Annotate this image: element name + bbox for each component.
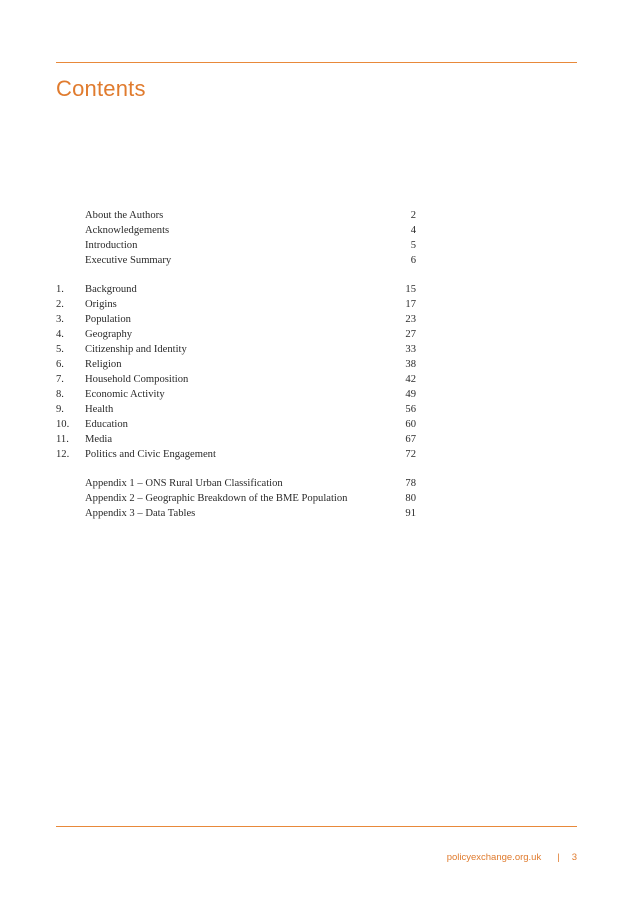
toc-entry-number: 11. — [56, 434, 69, 445]
toc-group — [56, 208, 416, 268]
toc-entry-number: 7. — [56, 374, 64, 385]
toc-entry-label: Origins — [85, 299, 117, 310]
toc-entry-number: 3. — [56, 314, 64, 325]
footer — [447, 852, 577, 863]
toc-entry-page: 23 — [405, 314, 416, 325]
table-of-contents — [56, 208, 416, 535]
toc-entry-page: 2 — [410, 210, 416, 221]
toc-entry-page: 42 — [405, 374, 416, 385]
toc-entry-page: 38 — [405, 359, 416, 370]
toc-entry-page: 49 — [405, 389, 416, 400]
toc-group — [56, 282, 416, 462]
toc-entry-number: 1. — [56, 284, 64, 295]
toc-entry-label: Executive Summary — [85, 255, 172, 266]
toc-entry[interactable] — [56, 432, 416, 447]
toc-entry[interactable] — [56, 208, 416, 223]
toc-entry[interactable] — [56, 447, 416, 462]
toc-entry-number: 8. — [56, 389, 64, 400]
toc-entry-label: About the Authors — [85, 210, 164, 221]
toc-entry-page: 27 — [405, 329, 416, 340]
toc-entry[interactable] — [56, 357, 416, 372]
toc-entry[interactable] — [56, 402, 416, 417]
top-rule — [56, 62, 577, 63]
toc-entry[interactable] — [56, 417, 416, 432]
toc-entry-page: 72 — [405, 449, 416, 460]
toc-entry-label: Media — [85, 434, 113, 445]
footer-separator: | — [557, 852, 560, 863]
toc-entry[interactable] — [56, 476, 416, 491]
toc-entry-number: 2. — [56, 299, 64, 310]
toc-entry-number: 5. — [56, 344, 64, 355]
toc-entry[interactable] — [56, 342, 416, 357]
toc-entry-label: Acknowledgements — [85, 225, 170, 236]
toc-entry-label: Education — [85, 419, 128, 430]
toc-entry-label: Introduction — [85, 240, 138, 251]
toc-entry[interactable] — [56, 223, 416, 238]
toc-entry-label: Economic Activity — [85, 389, 165, 400]
toc-entry-page: 15 — [405, 284, 416, 295]
page-title: Contents — [56, 76, 146, 101]
toc-entry-number: 6. — [56, 359, 64, 370]
toc-entry-label: Religion — [85, 359, 122, 370]
toc-entry-page: 5 — [410, 240, 416, 251]
toc-entry[interactable] — [56, 387, 416, 402]
toc-entry[interactable] — [56, 297, 416, 312]
toc-entry[interactable] — [56, 282, 416, 297]
toc-entry-label: Geography — [85, 329, 133, 340]
toc-entry-label: Health — [85, 404, 114, 415]
toc-entry-page: 78 — [405, 478, 416, 489]
toc-entry-page: 4 — [410, 225, 416, 236]
toc-entry-number: 4. — [56, 329, 64, 340]
toc-entry-page: 60 — [405, 419, 416, 430]
toc-entry-page: 33 — [405, 344, 416, 355]
toc-entry-page: 17 — [405, 299, 416, 310]
toc-entry-label: Appendix 3 – Data Tables — [85, 508, 196, 519]
toc-entry[interactable] — [56, 372, 416, 387]
toc-entry[interactable] — [56, 312, 416, 327]
toc-entry-number: 10. — [56, 419, 70, 430]
toc-entry[interactable] — [56, 253, 416, 268]
bottom-rule — [56, 826, 577, 827]
toc-entry-number: 12. — [56, 449, 70, 460]
toc-entry-number: 9. — [56, 404, 64, 415]
footer-site: policyexchange.org.uk — [446, 852, 542, 863]
toc-entry-page: 6 — [410, 255, 416, 266]
toc-entry-label: Population — [85, 314, 131, 325]
toc-entry-page: 91 — [405, 508, 416, 519]
toc-entry[interactable] — [56, 327, 416, 342]
footer-page-number: 3 — [571, 852, 577, 863]
toc-entry[interactable] — [56, 491, 416, 506]
toc-entry-label: Appendix 2 – Geographic Breakdown of the BME Population — [85, 493, 348, 504]
toc-entry-page: 56 — [405, 404, 416, 415]
toc-entry-page: 80 — [405, 493, 416, 504]
toc-entry[interactable] — [56, 506, 416, 521]
toc-entry-label: Politics and Civic Engagement — [85, 449, 216, 460]
toc-entry-page: 67 — [405, 434, 416, 445]
toc-group — [56, 476, 416, 521]
toc-entry[interactable] — [56, 238, 416, 253]
toc-entry-label: Citizenship and Identity — [85, 344, 187, 355]
toc-entry-label: Household Composition — [85, 374, 189, 385]
toc-entry-label: Appendix 1 – ONS Rural Urban Classification — [85, 478, 283, 489]
toc-entry-label: Background — [85, 284, 137, 295]
